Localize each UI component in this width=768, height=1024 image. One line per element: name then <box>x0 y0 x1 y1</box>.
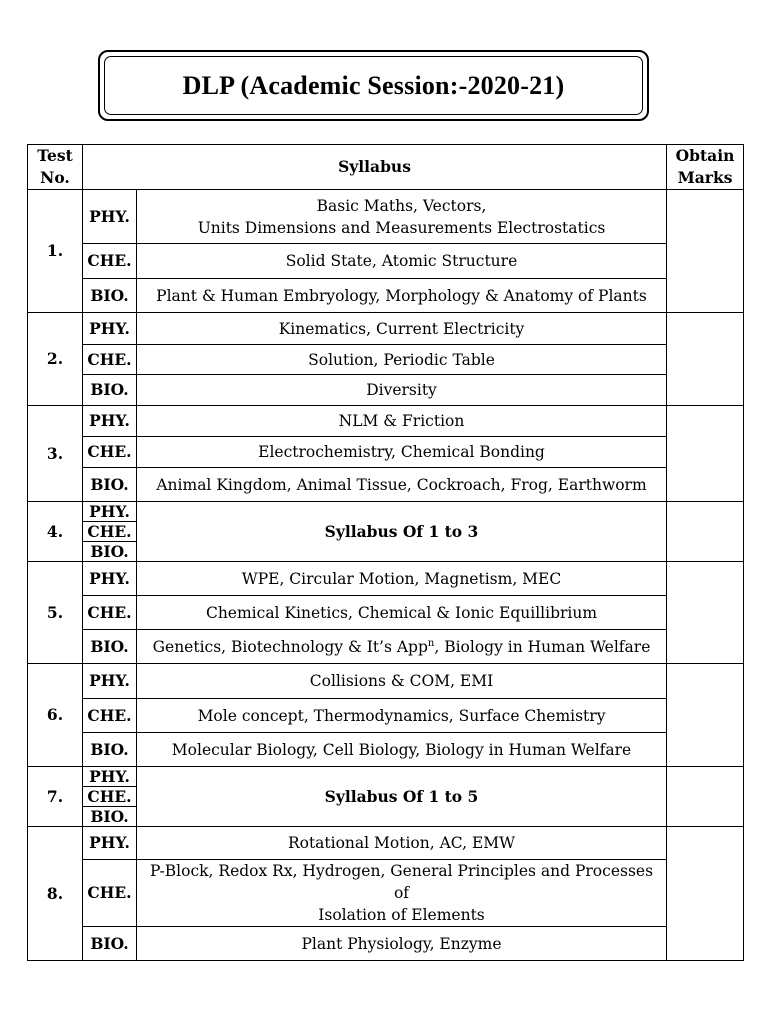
subject-label: PHY. <box>83 767 137 787</box>
topics-cell: Mole concept, Thermodynamics, Surface Chemistry <box>137 699 667 733</box>
test-number: 2. <box>28 313 83 406</box>
topics-cell: Syllabus Of 1 to 3 <box>137 502 667 562</box>
marks-cell <box>667 313 744 406</box>
subject-label: BIO. <box>83 733 137 767</box>
topics-cell <box>137 860 667 927</box>
table-row <box>28 244 744 279</box>
topics-cell: Syllabus Of 1 to 5 <box>137 767 667 827</box>
marks-cell <box>667 827 744 961</box>
table-row <box>28 375 744 406</box>
marks-cell <box>667 190 744 313</box>
subject-label: BIO. <box>83 375 137 406</box>
test-number: 8. <box>28 827 83 961</box>
table-row <box>28 502 744 522</box>
table-row <box>28 562 744 596</box>
subject-label: CHE. <box>83 787 137 807</box>
subject-label: PHY. <box>83 502 137 522</box>
topics-cell: Plant Physiology, Enzyme <box>137 927 667 961</box>
table-row <box>28 767 744 787</box>
topics-cell: Molecular Biology, Cell Biology, Biology in Human Welfare <box>137 733 667 767</box>
table-row <box>28 827 744 860</box>
title-inner-frame <box>104 56 643 115</box>
test-number: 4. <box>28 502 83 562</box>
topics-line: Basic Maths, Vectors, <box>316 196 487 215</box>
subject-label: CHE. <box>83 522 137 542</box>
marks-cell <box>667 767 744 827</box>
topics-text: , Biology in Human Welfare <box>434 637 651 656</box>
subject-label: BIO. <box>83 927 137 961</box>
subject-label: PHY. <box>83 190 137 244</box>
subject-label: CHE. <box>83 860 137 927</box>
topics-cell: Solid State, Atomic Structure <box>137 244 667 279</box>
test-number: 1. <box>28 190 83 313</box>
topics-cell <box>137 190 667 244</box>
topics-cell: Chemical Kinetics, Chemical & Ionic Equillibrium <box>137 596 667 630</box>
marks-cell <box>667 502 744 562</box>
subject-label: BIO. <box>83 468 137 502</box>
topics-text: Genetics, Biotechnology & It’s App <box>152 637 428 656</box>
topics-cell: Plant & Human Embryology, Morphology & Anatomy of Plants <box>137 279 667 313</box>
marks-cell <box>667 406 744 502</box>
subject-label: PHY. <box>83 406 137 437</box>
table-row <box>28 437 744 468</box>
subject-label: BIO. <box>83 542 137 562</box>
table-row <box>28 279 744 313</box>
subject-label: CHE. <box>83 596 137 630</box>
table-row <box>28 313 744 345</box>
topics-cell: Solution, Periodic Table <box>137 345 667 375</box>
subject-label: CHE. <box>83 699 137 733</box>
subject-label: BIO. <box>83 279 137 313</box>
subject-label: PHY. <box>83 664 137 699</box>
title-frame <box>98 50 649 121</box>
topics-cell: NLM & Friction <box>137 406 667 437</box>
table-row <box>28 733 744 767</box>
table-row <box>28 630 744 664</box>
header-syllabus: Syllabus <box>83 145 667 190</box>
topics-cell: Rotational Motion, AC, EMW <box>137 827 667 860</box>
topics-cell: WPE, Circular Motion, Magnetism, MEC <box>137 562 667 596</box>
table-row <box>28 596 744 630</box>
topics-cell: Diversity <box>137 375 667 406</box>
test-number: 5. <box>28 562 83 664</box>
subject-label: CHE. <box>83 437 137 468</box>
syllabus-table <box>27 144 744 961</box>
superscript: n <box>427 637 435 649</box>
subject-label: CHE. <box>83 244 137 279</box>
marks-cell <box>667 562 744 664</box>
topics-line: Isolation of Elements <box>318 906 485 924</box>
page-title: DLP (Academic Session:-2020-21) <box>182 70 565 100</box>
header-test-no: Test No. <box>28 145 83 190</box>
header-obtain-marks: Obtain Marks <box>667 145 744 190</box>
test-number: 7. <box>28 767 83 827</box>
table-row <box>28 664 744 699</box>
topics-cell <box>137 630 667 664</box>
subject-label: PHY. <box>83 562 137 596</box>
marks-cell <box>667 664 744 767</box>
table-row <box>28 927 744 961</box>
subject-label: PHY. <box>83 827 137 860</box>
table-row <box>28 345 744 375</box>
table-row <box>28 860 744 927</box>
subject-label: PHY. <box>83 313 137 345</box>
subject-label: BIO. <box>83 807 137 827</box>
table-row <box>28 468 744 502</box>
header-row <box>28 145 744 190</box>
test-number: 6. <box>28 664 83 767</box>
topics-cell: Animal Kingdom, Animal Tissue, Cockroach, Frog, Earthworm <box>137 468 667 502</box>
subject-label: BIO. <box>83 630 137 664</box>
topics-cell: Collisions & COM, EMI <box>137 664 667 699</box>
topics-line: P-Block, Redox Rx, Hydrogen, General Principles and Processes of <box>149 862 654 902</box>
subject-label: CHE. <box>83 345 137 375</box>
test-number: 3. <box>28 406 83 502</box>
topics-cell: Electrochemistry, Chemical Bonding <box>137 437 667 468</box>
table-row <box>28 699 744 733</box>
table-row <box>28 190 744 244</box>
topics-line: Units Dimensions and Measurements Electrostatics <box>197 218 606 237</box>
table-row <box>28 406 744 437</box>
topics-cell: Kinematics, Current Electricity <box>137 313 667 345</box>
